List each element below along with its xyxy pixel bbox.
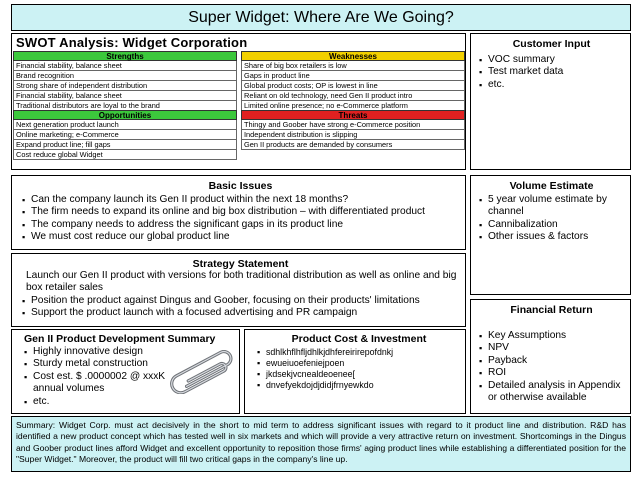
list-item: ▪ Key Assumptions: [479, 330, 624, 342]
title-bar: [11, 4, 631, 31]
swot-threats-item: Thingy and Goober have strong e-Commerce position: [241, 120, 465, 130]
swot-threats-item: Independent distribution is slipping: [241, 130, 465, 140]
swot-strengths-item: Financial stability, balance sheet: [13, 91, 237, 101]
list-item: ▪ Sturdy metal construction: [24, 358, 174, 370]
swot-weaknesses-item: Gaps in product line: [241, 71, 465, 81]
swot-weaknesses-item: Limited online presence; no e-Commerce platform: [241, 101, 465, 111]
gen2-list: [24, 346, 174, 408]
list-item: ▪ ewueiuoefeniejpoen: [257, 358, 461, 369]
customer-input-panel: [470, 33, 631, 170]
swot-threats: [241, 110, 465, 150]
swot-opportunities-item: Next generation product launch: [13, 120, 237, 130]
summary-text: Summary: Widget Corp. must act decisively in the short to mid term to address significant issues with regard to it product line and distribution. R&D has identified a new product concept which has tested well in six markets and which will provide a very attractive return on investment. Shortcomings in the Dingus and Goober product lines afford Widget and excellent opportunity to reposition those firms' aging product lines while establishing a differentiated position for the "Super Widget." Moreover, the product will fill two critical gaps in the company's line up.: [16, 420, 626, 465]
summary-box: [11, 416, 631, 472]
list-item: ▪ The firm needs to expand its online and big box distribution – with differentiated product: [22, 206, 459, 218]
list-item: ▪ VOC summary: [479, 54, 624, 66]
list-item: ▪ etc.: [24, 396, 174, 408]
list-item: ▪ Cannibalization: [479, 219, 624, 231]
basic-issues-title: Basic Issues: [208, 180, 273, 192]
list-item: ▪ We must cost reduce our global product line: [22, 231, 459, 243]
list-item: ▪ Position the product against Dingus and Goober, focusing on their products' limitations: [22, 295, 459, 307]
swot-opportunities-item: Online marketing; e-Commerce: [13, 130, 237, 140]
list-item: ▪ NPV: [479, 342, 624, 354]
list-item: ▪ Cost est. $ .0000002 @ xxxK annual volumes: [24, 371, 174, 396]
swot-weaknesses: [241, 51, 465, 111]
swot-strengths: [13, 51, 237, 111]
strategy-list: [22, 295, 459, 320]
swot-strengths-item: Traditional distributors are loyal to the brand: [13, 101, 237, 111]
volume-estimate-title: Volume Estimate: [509, 180, 594, 192]
list-item: ▪ Other issues & factors: [479, 231, 624, 243]
paperclip-icon: [170, 350, 240, 394]
list-item: ▪ Detailed analysis in Appendix or otherwise available: [479, 380, 624, 405]
volume-estimate-list: [479, 194, 624, 244]
list-item: ▪ etc.: [479, 79, 624, 91]
swot-strengths-header: Strengths: [13, 51, 237, 61]
product-cost-panel: [244, 329, 466, 414]
basic-issues-list: [22, 194, 459, 244]
list-item: ▪ Test market data: [479, 66, 624, 78]
swot-weaknesses-item: Reliant on old technology, need Gen II product intro: [241, 91, 465, 101]
basic-issues-panel: [11, 175, 466, 250]
list-item: ▪ Highly innovative design: [24, 346, 174, 358]
swot-strengths-item: Brand recognition: [13, 71, 237, 81]
swot-panel: [11, 33, 466, 170]
swot-opportunities-item: Cost reduce global Widget: [13, 150, 237, 160]
product-cost-list: [257, 347, 461, 391]
swot-title: SWOT Analysis: Widget Corporation: [16, 35, 248, 50]
swot-strengths-item: Strong share of independent distribution: [13, 81, 237, 91]
swot-threats-header: Threats: [241, 110, 465, 120]
swot-weaknesses-item: Global product costs; OP is lowest in line: [241, 81, 465, 91]
strategy-panel: [11, 253, 466, 327]
swot-opportunities-item: Expand product line; fill gaps: [13, 140, 237, 150]
financial-return-panel: [470, 299, 631, 414]
customer-input-list: [479, 54, 624, 91]
swot-strengths-item: Financial stability, balance sheet: [13, 61, 237, 71]
swot-weaknesses-item: Share of big box retailers is low: [241, 61, 465, 71]
financial-return-title: Financial Return: [510, 304, 593, 316]
list-item: ▪ Can the company launch its Gen II product within the next 18 months?: [22, 194, 459, 206]
financial-return-list: [479, 330, 624, 404]
strategy-title: Strategy Statement: [192, 258, 289, 270]
list-item: ▪ dnvefyekdojdjdidjfrnyewkdo: [257, 380, 461, 391]
list-item: ▪ sdhlkhflhfljdhlkjdhfereirirepofdnkj: [257, 347, 461, 358]
list-item: ▪ The company needs to address the significant gaps in its product line: [22, 219, 459, 231]
volume-estimate-panel: [470, 175, 631, 295]
swot-weaknesses-header: Weaknesses: [241, 51, 465, 61]
list-item: ▪ Support the product launch with a focused advertising and PR campaign: [22, 307, 459, 319]
list-item: ▪ jkdsekjvcnealdeoenee[: [257, 369, 461, 380]
page-title: Super Widget: Where Are We Going?: [188, 8, 454, 26]
list-item: ▪ Payback: [479, 355, 624, 367]
strategy-lead: Launch our Gen II product with versions for both traditional distribution as well as online and big box retailer sales: [26, 270, 457, 294]
product-cost-title: Product Cost & Investment: [291, 333, 427, 345]
list-item: ▪ ROI: [479, 367, 624, 379]
gen2-title: Gen II Product Development Summary: [24, 333, 216, 345]
swot-opportunities-header: Opportunities: [13, 110, 237, 120]
list-item: ▪ 5 year volume estimate by channel: [479, 194, 624, 219]
swot-threats-item: Gen II products are demanded by consumers: [241, 140, 465, 150]
customer-input-title: Customer Input: [512, 38, 591, 50]
swot-opportunities: [13, 110, 237, 160]
